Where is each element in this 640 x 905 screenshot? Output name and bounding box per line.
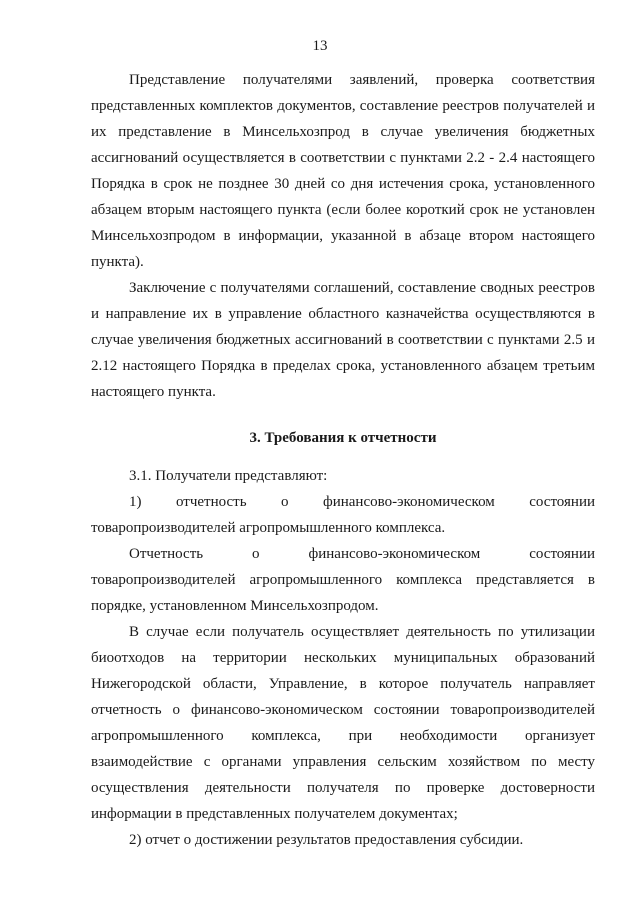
document-body [91,67,595,853]
paragraph-submission-procedure: Представление получателями заявлений, проверка соответствия представленных комплектов документов, составление реестров получателей и их представление в Минсельхозпрод в случае увеличения бюджетных ассигнований осуществляется в соответствии с пунктами 2.2 - 2.4 настоящего Порядка в срок не позднее 30 дней со дня истечения срока, установленного абзацем вторым настоящего пункта (если более короткий срок не установлен Минсельхозпродом в информации, указанной в абзаце втором настоящего пункта). [91,72,595,270]
paragraph-bio-waste: В случае если получатель осуществляет деятельность по утилизации биоотходов на территории нескольких муниципальных образований Нижегородской области, Управление, в которое получатель направляет отчетность о финансово-экономическом состоянии товаропроизводителей агропромышленного комплекса, при необходимости организует взаимодействие с органами управления сельским хозяйством по месту осуществления деятельности получателя по проверке достоверности информации в представленных получателем документах; [91,624,595,822]
paragraph-agreements: Заключение с получателями соглашений, составление сводных реестров и направление их в управление областного казначейства осуществляются в случае увеличения бюджетных ассигнований в соответствии с пунктами 2.5 и 2.12 настоящего Порядка в пределах срока, установленного абзацем третьим настоящего пункта. [91,280,595,400]
paragraph-recipients-submit: 3.1. Получатели представляют: [129,468,328,484]
paragraph-item-1: 1) отчетность о финансово-экономическом состоянии товаропроизводителей агропромышленного комплекса. [91,494,595,536]
paragraph-item-2: 2) отчет о достижении результатов предоставления субсидии. [129,832,524,848]
paragraph-reporting-order: Отчетность о финансово-экономическом состоянии товаропроизводителей агропромышленного комплекса представляется в порядке, установленном Минсельхозпродом. [91,546,595,614]
page-number: 13 [312,38,328,54]
section-heading: 3. Требования к отчетности [249,430,437,446]
